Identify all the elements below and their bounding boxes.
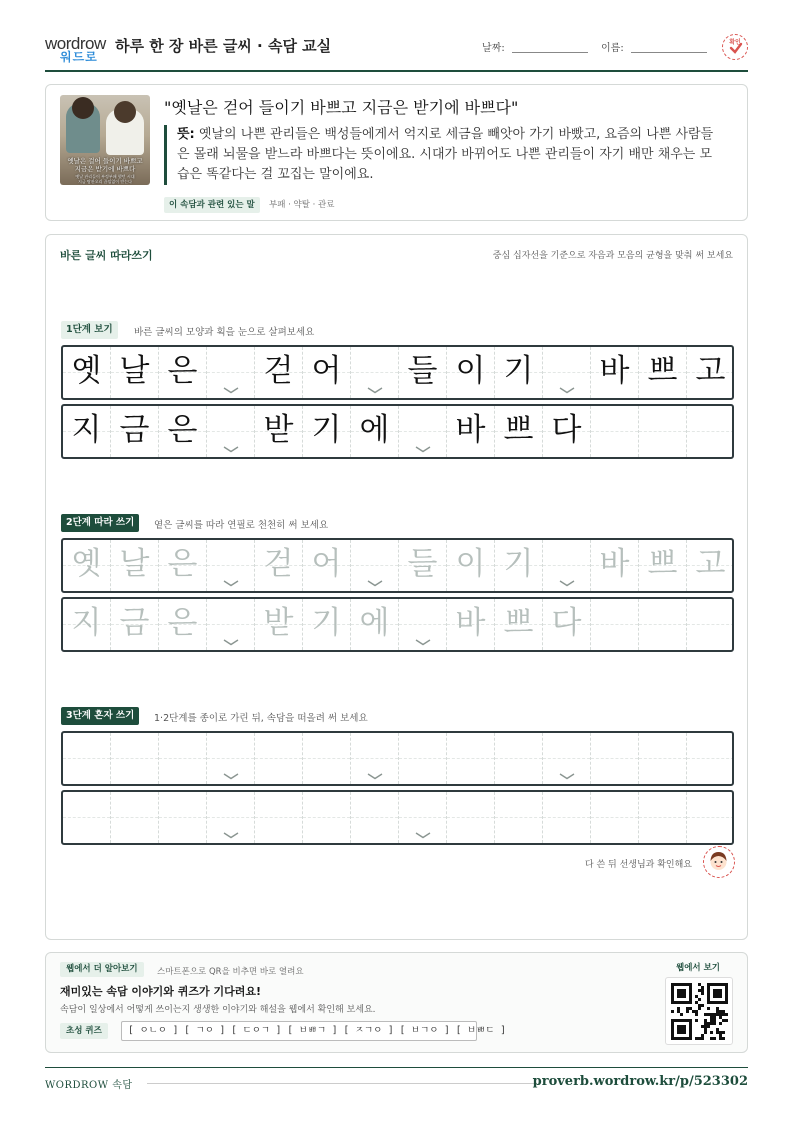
illustration-note-1: 옛날 관리들이 부정부패 했던 시대 xyxy=(75,174,135,179)
writing-char: 걷 xyxy=(263,546,294,582)
writing-char: 고 xyxy=(695,546,726,582)
writing-cell xyxy=(303,406,351,457)
writing-cell[interactable] xyxy=(111,540,159,591)
writing-cell xyxy=(639,406,687,457)
step2-desc: 옅은 글씨를 따라 연필로 천천히 써 보세요 xyxy=(154,520,329,531)
check-stamp xyxy=(722,34,748,60)
step1-row-1 xyxy=(61,345,734,400)
step3-row-2[interactable] xyxy=(61,790,734,845)
teacher-face-icon xyxy=(704,847,733,876)
writing-char: 은 xyxy=(167,412,198,448)
writing-cell xyxy=(207,347,255,398)
writing-cell xyxy=(543,347,591,398)
writing-cell[interactable] xyxy=(111,733,159,784)
writing-char: 쁘 xyxy=(647,353,678,389)
step1-desc: 바른 글씨의 모양과 획을 눈으로 살펴보세요 xyxy=(134,327,315,338)
writing-cell[interactable] xyxy=(255,792,303,843)
logo-wordmark: wordrow xyxy=(45,34,106,53)
page-title: 하루 한 장 바른 글씨 · 속담 교실 xyxy=(115,37,332,55)
related-words: 부패 · 약탈 · 관료 xyxy=(269,200,335,210)
wordrow-logo xyxy=(45,34,109,64)
page-header xyxy=(45,30,748,72)
writing-cell[interactable] xyxy=(351,792,399,843)
logo-korean: 워드로 xyxy=(60,50,98,64)
writing-cell[interactable] xyxy=(111,599,159,650)
writing-cell[interactable] xyxy=(543,792,591,843)
writing-char: 은 xyxy=(167,353,198,389)
writing-cell[interactable] xyxy=(399,733,447,784)
writing-char: 고 xyxy=(695,353,726,389)
writing-cell[interactable] xyxy=(447,540,495,591)
writing-char: 들 xyxy=(407,546,438,582)
writing-cell xyxy=(687,406,734,457)
check-icon xyxy=(729,42,743,54)
footer-divider xyxy=(147,1083,537,1084)
date-field[interactable] xyxy=(512,52,588,53)
writing-cell xyxy=(639,347,687,398)
writing-char: 이 xyxy=(455,353,486,389)
writing-cell xyxy=(543,406,591,457)
writing-char: 에 xyxy=(359,605,390,641)
writing-char: 쁘 xyxy=(503,412,534,448)
writing-cell xyxy=(303,347,351,398)
writing-cell[interactable] xyxy=(207,792,255,843)
writing-char: 어 xyxy=(311,546,342,582)
footer-brand: WORDROW 속담 xyxy=(45,1080,133,1091)
writing-char: 바 xyxy=(599,546,630,582)
writing-cell xyxy=(687,347,734,398)
writing-char: 쁘 xyxy=(647,546,678,582)
writing-cell xyxy=(399,406,447,457)
writing-cell[interactable] xyxy=(687,599,734,650)
name-field[interactable] xyxy=(631,52,707,53)
name-label: 이름: xyxy=(601,43,624,54)
related-tag: 이 속담과 관련 있는 말 xyxy=(164,197,260,213)
writing-cell[interactable] xyxy=(591,792,639,843)
writing-char: 받 xyxy=(263,605,294,641)
writing-cell[interactable] xyxy=(447,599,495,650)
writing-char: 에 xyxy=(359,412,390,448)
writing-char: 금 xyxy=(119,412,150,448)
writing-cell xyxy=(351,406,399,457)
web-section xyxy=(45,952,748,1053)
writing-char: 바 xyxy=(599,353,630,389)
writing-char: 쁘 xyxy=(503,605,534,641)
writing-cell[interactable] xyxy=(495,540,543,591)
writing-cell[interactable] xyxy=(207,733,255,784)
writing-cell[interactable] xyxy=(255,733,303,784)
writing-char: 기 xyxy=(503,546,534,582)
writing-cell[interactable] xyxy=(351,540,399,591)
writing-char: 받 xyxy=(263,412,294,448)
chosung-quiz: [ ㅇㄴㅇ ] [ ㄱㅇ ] [ ㄷㅇㄱ ] [ ㅂㅃㄱ ] [ ㅈㄱㅇ ] [ ㅂㄱㅇ ] [ ㅂㅃㄷ ] xyxy=(121,1021,477,1041)
writing-cell xyxy=(447,406,495,457)
writing-cell[interactable] xyxy=(351,733,399,784)
writing-cell[interactable] xyxy=(639,540,687,591)
writing-cell[interactable] xyxy=(591,540,639,591)
space-mark-icon xyxy=(558,772,576,780)
writing-cell xyxy=(255,406,303,457)
writing-cell xyxy=(591,406,639,457)
writing-cell[interactable] xyxy=(303,792,351,843)
practice-hint: 중심 십자선을 기준으로 자음과 모음의 균형을 맞춰 써 보세요 xyxy=(492,251,733,261)
writing-cell xyxy=(495,406,543,457)
writing-cell[interactable] xyxy=(447,792,495,843)
qr-label: 웹에서 보기 xyxy=(675,963,720,973)
web-tag-desc: 스마트폰으로 QR을 비추면 바로 열려요 xyxy=(157,967,304,977)
proverb-text: "옛날은 걷어 들이기 바쁘고 지금은 받기에 바쁘다" xyxy=(164,98,519,117)
web-headline: 재미있는 속담 이야기와 퀴즈가 기다려요! xyxy=(60,985,261,998)
writing-cell[interactable] xyxy=(639,599,687,650)
step2-badge: 2단계 따라 쓰기 xyxy=(61,514,139,532)
writing-cell xyxy=(111,406,159,457)
writing-cell[interactable] xyxy=(207,540,255,591)
writing-cell[interactable] xyxy=(495,599,543,650)
qr-code-icon xyxy=(671,983,728,1040)
space-mark-icon xyxy=(414,638,432,646)
space-mark-icon xyxy=(558,386,576,394)
writing-char: 기 xyxy=(311,412,342,448)
writing-char: 걷 xyxy=(263,353,294,389)
writing-cell[interactable] xyxy=(639,792,687,843)
writing-char: 날 xyxy=(119,546,150,582)
writing-cell[interactable] xyxy=(639,733,687,784)
web-tag: 웹에서 더 알아보기 xyxy=(60,962,144,977)
writing-char: 은 xyxy=(167,605,198,641)
writing-cell[interactable] xyxy=(543,733,591,784)
step3-badge: 3단계 혼자 쓰기 xyxy=(61,707,139,725)
writing-cell xyxy=(159,406,207,457)
writing-cell[interactable] xyxy=(63,792,111,843)
writing-cell[interactable] xyxy=(207,599,255,650)
writing-char: 어 xyxy=(311,353,342,389)
writing-cell[interactable] xyxy=(111,792,159,843)
writing-char: 지 xyxy=(71,605,102,641)
writing-cell[interactable] xyxy=(351,599,399,650)
space-mark-icon xyxy=(222,445,240,453)
writing-cell xyxy=(447,347,495,398)
proverb-meaning xyxy=(164,125,724,185)
writing-char: 기 xyxy=(311,605,342,641)
quiz-label: 초성 퀴즈 xyxy=(60,1023,108,1039)
writing-cell[interactable] xyxy=(159,733,207,784)
space-mark-icon xyxy=(222,386,240,394)
writing-char: 이 xyxy=(455,546,486,582)
writing-cell xyxy=(63,347,111,398)
proverb-illustration xyxy=(60,95,150,185)
writing-cell xyxy=(399,347,447,398)
writing-cell xyxy=(255,347,303,398)
writing-char: 다 xyxy=(551,412,582,448)
space-mark-icon xyxy=(366,386,384,394)
writing-cell xyxy=(159,347,207,398)
writing-cell[interactable] xyxy=(63,733,111,784)
illustration-caption-1: 옛날은 걸어 들이기 바쁘고 xyxy=(67,157,143,165)
writing-char: 옛 xyxy=(71,353,102,389)
writing-cell[interactable] xyxy=(687,792,734,843)
step1-badge: 1단계 보기 xyxy=(61,321,118,339)
writing-cell[interactable] xyxy=(159,540,207,591)
writing-char: 옛 xyxy=(71,546,102,582)
step3-row-1[interactable] xyxy=(61,731,734,786)
writing-cell xyxy=(591,347,639,398)
writing-cell[interactable] xyxy=(591,733,639,784)
writing-char: 바 xyxy=(455,412,486,448)
writing-cell xyxy=(351,347,399,398)
writing-char: 은 xyxy=(167,546,198,582)
space-mark-icon xyxy=(366,772,384,780)
writing-cell[interactable] xyxy=(687,733,734,784)
writing-cell[interactable] xyxy=(303,540,351,591)
practice-section xyxy=(45,234,748,940)
writing-cell[interactable] xyxy=(495,733,543,784)
illustration-note-2: 지금 탐관오리 끊임없이 받는다 xyxy=(77,179,133,184)
writing-cell[interactable] xyxy=(303,599,351,650)
space-mark-icon xyxy=(222,579,240,587)
step2-row-1[interactable] xyxy=(61,538,734,593)
writing-cell[interactable] xyxy=(495,792,543,843)
step2-row-2[interactable] xyxy=(61,597,734,652)
teacher-stamp xyxy=(703,846,735,878)
writing-cell[interactable] xyxy=(399,599,447,650)
writing-cell[interactable] xyxy=(255,599,303,650)
footer-url[interactable]: proverb.wordrow.kr/p/523302 xyxy=(532,1074,748,1089)
practice-title: 바른 글씨 따라쓰기 xyxy=(60,249,153,262)
writing-cell[interactable] xyxy=(63,540,111,591)
meaning-label: 뜻: xyxy=(177,127,195,142)
space-mark-icon xyxy=(366,579,384,587)
writing-cell[interactable] xyxy=(159,792,207,843)
writing-cell[interactable] xyxy=(543,599,591,650)
writing-char: 날 xyxy=(119,353,150,389)
writing-cell xyxy=(207,406,255,457)
writing-cell[interactable] xyxy=(543,540,591,591)
space-mark-icon xyxy=(414,445,432,453)
space-mark-icon xyxy=(414,831,432,839)
writing-cell[interactable] xyxy=(447,733,495,784)
writing-char: 기 xyxy=(503,353,534,389)
writing-cell[interactable] xyxy=(63,599,111,650)
space-mark-icon xyxy=(558,579,576,587)
writing-char: 다 xyxy=(551,605,582,641)
writing-char: 지 xyxy=(71,412,102,448)
stamp-label: 확인 xyxy=(729,39,741,46)
writing-cell[interactable] xyxy=(159,599,207,650)
writing-cell[interactable] xyxy=(591,599,639,650)
writing-cell xyxy=(495,347,543,398)
writing-cell[interactable] xyxy=(303,733,351,784)
page-footer xyxy=(45,1067,748,1091)
writing-cell xyxy=(63,406,111,457)
space-mark-icon xyxy=(222,772,240,780)
writing-char: 들 xyxy=(407,353,438,389)
writing-cell xyxy=(111,347,159,398)
meaning-text: 옛날의 나쁜 관리들은 백성들에게서 억지로 세금을 빼앗아 가기 바빴고, 요즘의 나쁜 사람들은 몰래 뇌물을 받느라 바쁘다는 뜻이에요. 시대가 바뀌어도 나쁜 관리들이 자기 배만 채우는 모습은 똑같다는 걸 꼬집는 말이에요. xyxy=(177,127,714,182)
proverb-card xyxy=(45,84,748,221)
writing-cell[interactable] xyxy=(687,540,734,591)
web-subtext: 속담이 일상에서 어떻게 쓰이는지 생생한 이야기와 해설을 웹에서 확인해 보세요. xyxy=(60,1005,376,1015)
space-mark-icon xyxy=(222,831,240,839)
step1-row-2 xyxy=(61,404,734,459)
date-label: 날짜: xyxy=(482,43,505,54)
writing-cell[interactable] xyxy=(255,540,303,591)
writing-char: 금 xyxy=(119,605,150,641)
illustration-caption-2: 지금은 받기에 바쁘다 xyxy=(74,165,136,173)
step3-desc: 1·2단계를 종이로 가린 뒤, 속담을 떠올려 써 보세요 xyxy=(154,713,368,724)
writing-char: 바 xyxy=(455,605,486,641)
writing-cell[interactable] xyxy=(399,540,447,591)
space-mark-icon xyxy=(222,638,240,646)
qr-code[interactable] xyxy=(665,977,733,1045)
writing-cell[interactable] xyxy=(399,792,447,843)
teacher-check-note: 다 쓴 뒤 선생님과 확인해요 xyxy=(584,860,692,870)
